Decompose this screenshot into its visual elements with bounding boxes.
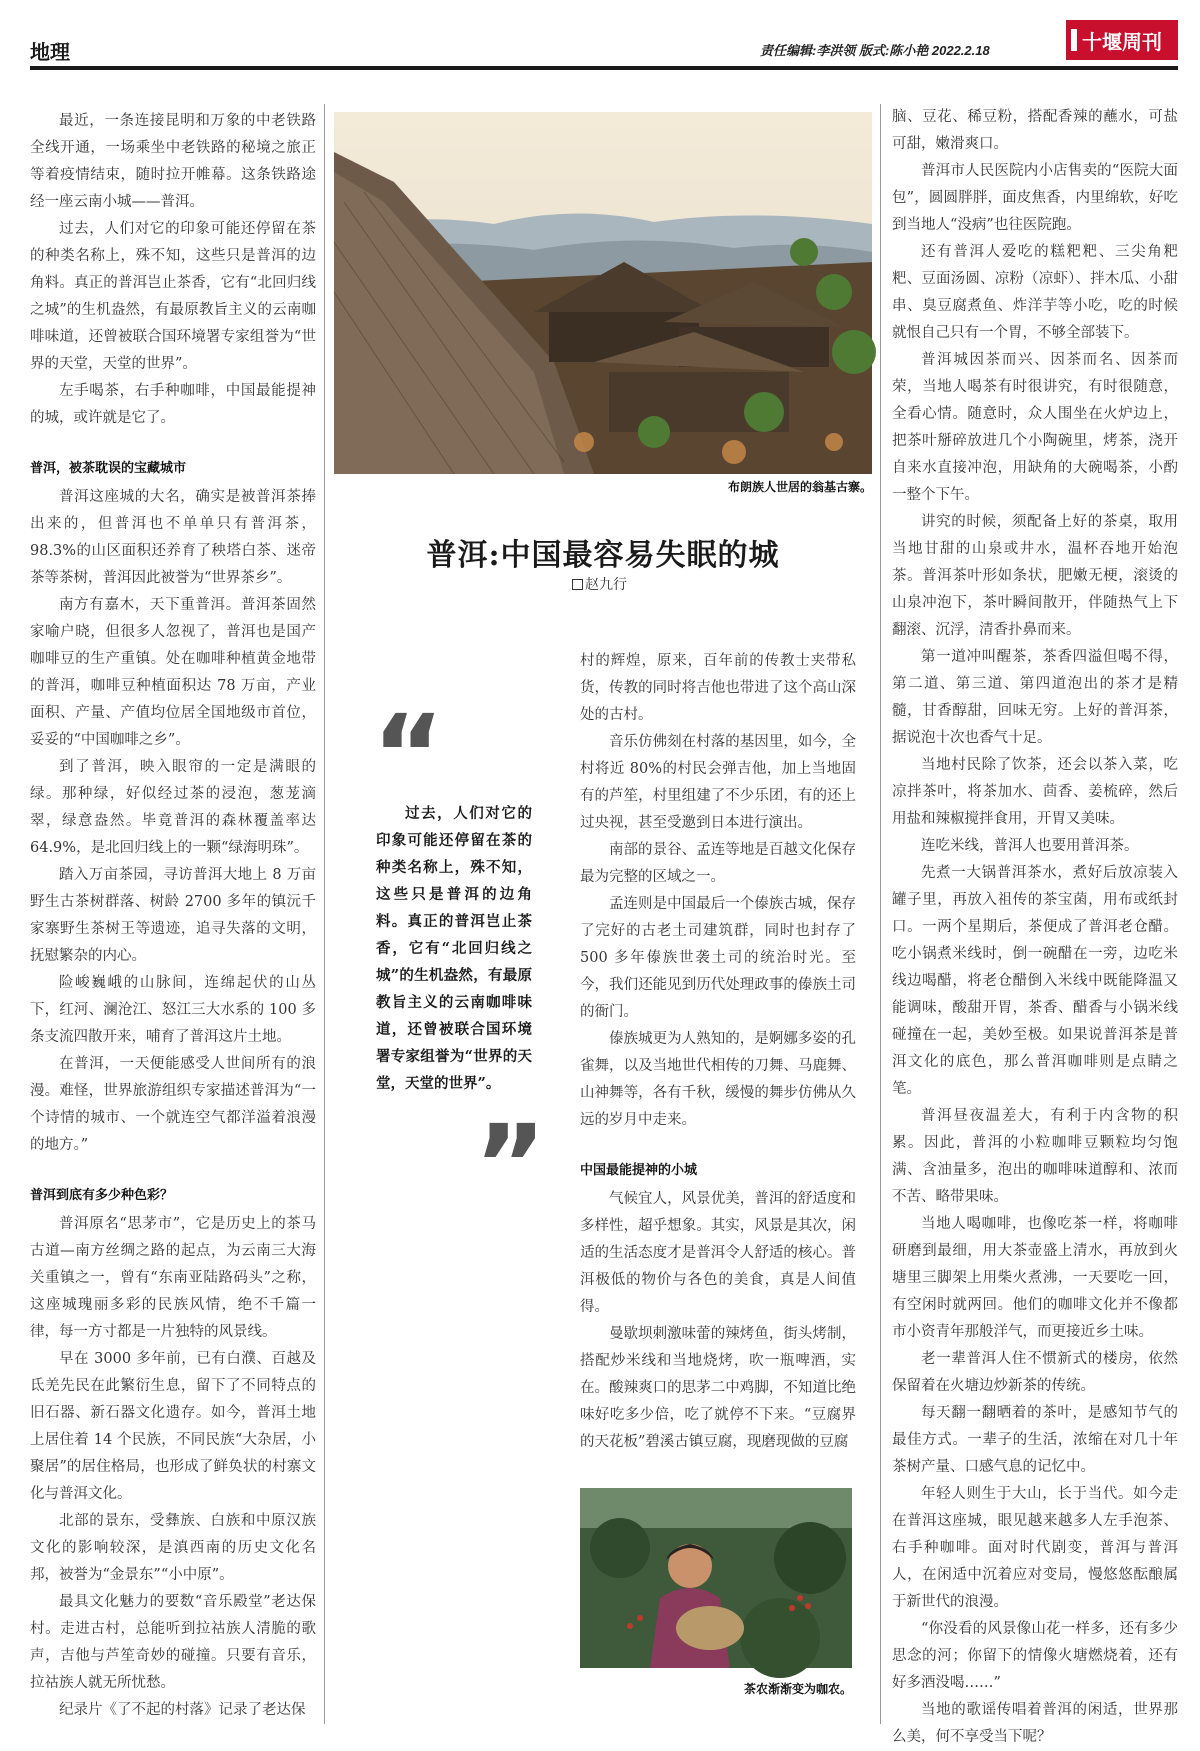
author-byline <box>572 574 692 594</box>
paragraph: 先煮一大锅普洱茶水，煮好后放凉装入罐子里，再放入祖传的茶宝菌，用布或纸封口。一两个星期后，茶便成了普洱老仓醋。吃小锅煮米线时，倒一碗醋在一旁，边吃米线边喝醋，将老仓醋倒入米线中既能降温又能调味，酸甜开胃，茶香、醋香与小锅米线碰撞在一起，美妙至极。如果说普洱茶是普洱文化的底色，那么普洱咖啡则是点睛之笔。 <box>892 865 1178 1097</box>
pull-quote: 过去，人们对它的印象可能还停留在茶的种类名称上，殊不知，这些只是普洱的边角料。真正的普洱岂止茶香，它有“北回归线之城”的生机盎然，有最原教旨主义的云南咖啡味道，还曾被联合国环境署专家组誉为“世界的天堂，天堂的世界”。 <box>376 805 532 1092</box>
subheading: 普洱，被茶耽误的宝藏城市 <box>30 460 187 475</box>
header-rule <box>30 66 1178 70</box>
village-photo <box>334 112 872 474</box>
paragraph: 普洱这座城的大名，确实是被普洱茶捧出来的，但普洱也不单单只有普洱茶，98.3%的山区面积还养育了秧塔白茶、迷帝茶等茶树，普洱因此被誉为“世界茶乡”。 <box>30 489 316 586</box>
open-quote-mark: “ <box>372 691 445 819</box>
paragraph: 左手喝茶，右手种咖啡，中国最能提神的城，或许就是它了。 <box>30 383 316 426</box>
paragraph: 脑、豆花、稀豆粉，搭配香辣的蘸水，可盐可甜，嫩滑爽口。 <box>892 109 1178 152</box>
paragraph: 讲究的时候，须配备上好的茶桌，取用当地甘甜的山泉或井水，温杯吞地开始泡茶。普洱茶叶形如条状，肥嫩无梗，滚烫的山泉冲泡下，茶叶瞬间散开，伴随热气上下翻滚、沉浮，清香扑鼻而来。 <box>892 514 1178 638</box>
paragraph: 纪录片《了不起的村落》记录了老达保 <box>59 1702 306 1718</box>
paragraph: “你没看的风景像山花一样多，还有多少思念的河；你留下的情像火塘燃烧着，还有好多酒没喝……” <box>892 1621 1178 1691</box>
paragraph: 普洱原名“思茅市”，它是历史上的茶马古道—南方丝绸之路的起点，为云南三大海关重镇之一，曾有“东南亚陆路码头”之称，这座城瑰丽多彩的民族风情，绝不千篇一律，每一方寸都是一片独特的风景线。 <box>30 1216 316 1340</box>
column-divider <box>324 104 325 1724</box>
paragraph: 在普洱，一天便能感受人世间所有的浪漫。难怪，世界旅游组织专家描述普洱为“一个诗情的城市、一个就连空气都洋溢着浪漫的地方。” <box>30 1056 316 1153</box>
column-divider <box>880 104 881 1724</box>
paragraph: 村的辉煌，原来，百年前的传教士夹带私货，传教的同时将吉他也带进了这个高山深处的古村。 <box>580 653 856 723</box>
column-1 <box>30 108 316 1718</box>
paragraph: 南部的景谷、孟连等地是百越文化保存最为完整的区域之一。 <box>580 842 856 885</box>
photo-caption: 布朗族人世居的翁基古寨。 <box>727 480 872 494</box>
paragraph: 最近，一条连接昆明和万象的中老铁路全线开通，一场乘坐中老铁路的秘境之旅正等着疫情结束，随时拉开帷幕。这条铁路途经一座云南小城——普洱。 <box>30 113 316 210</box>
paragraph: 险峻巍峨的山脉间，连绵起伏的山丛下，红河、澜沧江、怒江三大水系的 100 多条支流四散开来，哺育了普洱这片土地。 <box>30 975 316 1045</box>
paragraph: 还有普洱人爱吃的糕粑粑、三尖角粑粑、豆面汤圆、凉粉（凉虾）、拌木瓜、小甜串、臭豆腐煮鱼、炸洋芋等小吃，吃的时候就恨自己只有一个胃，不够全部装下。 <box>892 244 1178 341</box>
editor-credits: 责任编辑:李洪领 版式:陈小艳 2022.2.18 <box>760 43 990 58</box>
paragraph: 早在 3000 多年前，已有白濮、百越及氐羌先民在此繁衍生息，留下了不同特点的旧石器、新石器文化遗存。如今，普洱土地上居住着 14 个民族，不同民族“大杂居，小聚居”的居住格局，也形成了鲜奂状的村寨文化与普洱文化。 <box>30 1351 316 1502</box>
paragraph: 气候宜人，风景优美，普洱的舒适度和多样性，超乎想象。其实，风景是其次，闲适的生活态度才是普洱令人舒适的核心。普洱极低的物价与各色的美食，真是人间值得。 <box>580 1191 856 1315</box>
paragraph: 第一道冲叫醒茶，茶香四溢但喝不得，第二道、第三道、第四道泡出的茶才是精髓，甘香醇甜，回味无穷。上好的普洱茶，据说泡十次也香气十足。 <box>892 649 1178 746</box>
paragraph: 普洱市人民医院内小店售卖的“医院大面包”，圆圆胖胖，面皮焦香，内里绵软，好吃到当地人“没病”也往医院跑。 <box>892 163 1178 233</box>
publication-logo <box>1066 20 1178 60</box>
article-title: 普洱:中国最容易失眠的城 <box>426 538 780 573</box>
author-name: 赵九行 <box>585 577 627 593</box>
paragraph: 最具文化魅力的要数“音乐殿堂”老达保村。走进古村，总能听到拉祜族人清脆的歌声，吉他与芦笙奇妙的碰撞。只要有音乐，拉祜族人就无所忧愁。 <box>30 1594 316 1691</box>
paragraph: 傣族城更为人熟知的，是婀娜多姿的孔雀舞，以及当地世代相传的刀舞、马鹿舞、山神舞等，各有千秋，缓慢的舞步仿佛从久远的岁月中走来。 <box>580 1031 856 1128</box>
paragraph: 当地村民除了饮茶，还会以茶入菜，吃凉拌茶叶，将茶加水、茴香、姜梳碎，然后用盐和辣椒搅拌食用，开胃又美味。 <box>892 757 1178 827</box>
paragraph: 普洱城因茶而兴、因茶而名、因茶而荣，当地人喝茶有时很讲究，有时很随意，全看心情。随意时，众人围坐在火炉边上，把茶叶掰碎放进几个小陶碗里，烤茶，浇开自来水直接冲泡，用缺角的大碗喝茶，小酌一整个下午。 <box>892 352 1178 503</box>
paragraph: 踏入万亩茶园，寻访普洱大地上 8 万亩野生古茶树群落、树龄 2700 多年的镇沅千家寨野生茶树王等遗迹，追寻失落的文明，抚慰繁杂的内心。 <box>30 867 316 964</box>
paragraph: 每天翻一翻晒着的茶叶，是感知节气的最佳方式。一辈子的生活，浓缩在对几十年茶树产量、口感气息的记忆中。 <box>892 1405 1178 1475</box>
logo-text: 十堰周刊 <box>1069 23 1175 57</box>
farmer-photo <box>580 1488 852 1668</box>
column-3 <box>580 648 856 1478</box>
close-quote-mark: ” <box>474 1101 547 1229</box>
paragraph: 老一辈普洱人住不惯新式的楼房，依然保留着在火塘边炒新茶的传统。 <box>892 1351 1178 1394</box>
logo-tag <box>1071 29 1077 51</box>
paragraph: 过去，人们对它的印象可能还停留在茶的种类名称上，殊不知，这些只是普洱的边角料。真正的普洱岂止茶香，它有“北回归线之城”的生机盎然，有最原教旨主义的云南咖啡味道，还曾被联合国环境署专家组誉为“世界的天堂，天堂的世界”。 <box>30 221 316 372</box>
paragraph: 孟连则是中国最后一个傣族古城，保存了完好的古老土司建筑群，同时也封存了 500 多年傣族世袭土司的统治时光。至今，我们还能见到历代处理政事的傣族土司的衙门。 <box>580 896 856 1020</box>
photo-caption: 茶农渐渐变为咖农。 <box>743 1682 852 1696</box>
paragraph: 到了普洱，映入眼帘的一定是满眼的绿。那种绿，好似经过茶的浸泡，葱茏滴翠，绿意盎然。毕竟普洱的森林覆盖率达 64.9%，是北回归线上的一颗“绿海明珠”。 <box>30 759 316 856</box>
byline-box <box>572 579 583 590</box>
subheading: 中国最能提神的小城 <box>580 1162 698 1177</box>
paragraph: 当地的歌谣传唱着普洱的闲适，世界那么美，何不享受当下呢？ <box>892 1702 1178 1745</box>
paragraph: 音乐仿佛刻在村落的基因里，如今，全村将近 80%的村民会弹吉他，加上当地固有的芦笙，村里组建了不少乐团，有的还上过央视，甚至受邀到日本进行演出。 <box>580 734 856 831</box>
paragraph: 年轻人则生于大山，长于当代。如今走在普洱这座城，眼见越来越多人左手泡茶、右手种咖啡。面对时代剧变，普洱与普洱人，在闲适中沉着应对变局，慢悠悠酝酿属于新世代的浪漫。 <box>892 1486 1178 1610</box>
paragraph: 北部的景东，受彝族、白族和中原汉族文化的影响较深，是滇西南的历史文化名邦，被誉为“金景东”“小中原”。 <box>30 1513 316 1583</box>
paragraph: 连吃米线，普洱人也要用普洱茶。 <box>921 838 1139 854</box>
column-4 <box>892 104 1178 1745</box>
paragraph: 当地人喝咖啡，也像吃茶一样，将咖啡研磨到最细，用大茶壶盛上清水，再放到火塘里三脚架上用柴火煮沸，一天要吃一回，有空闲时就两回。他们的咖啡文化并不像都市小资青年那般洋气，而更接近乡土味。 <box>892 1216 1178 1340</box>
section-label: 地理 <box>30 42 70 64</box>
paragraph: 南方有嘉木，天下重普洱。普洱茶固然家喻户晓，但很多人忽视了，普洱也是国产咖啡豆的生产重镇。处在咖啡种植黄金地带的普洱，咖啡豆种植面积达 78 万亩，产业面积、产量、产值均位居全国地级市首位，妥妥的“中国咖啡之乡”。 <box>30 597 316 748</box>
page-header <box>0 0 1200 80</box>
paragraph: 普洱昼夜温差大，有利于内含物的积累。因此，普洱的小粒咖啡豆颗粒均匀饱满、含油量多，泡出的咖啡味道醇和、浓而不苦、略带果味。 <box>892 1108 1178 1205</box>
paragraph: 曼歇坝刺激味蕾的辣烤鱼，街头烤制，搭配炒米线和当地烧烤，吹一瓶啤酒，实在。酸辣爽口的思茅二中鸡脚，不知道比绝味好吃多少倍，吃了就停不下来。“豆腐界的天花板”碧溪古镇豆腐，现磨现做的豆腐 <box>580 1326 856 1450</box>
subheading: 普洱到底有多少种色彩？ <box>30 1187 174 1202</box>
